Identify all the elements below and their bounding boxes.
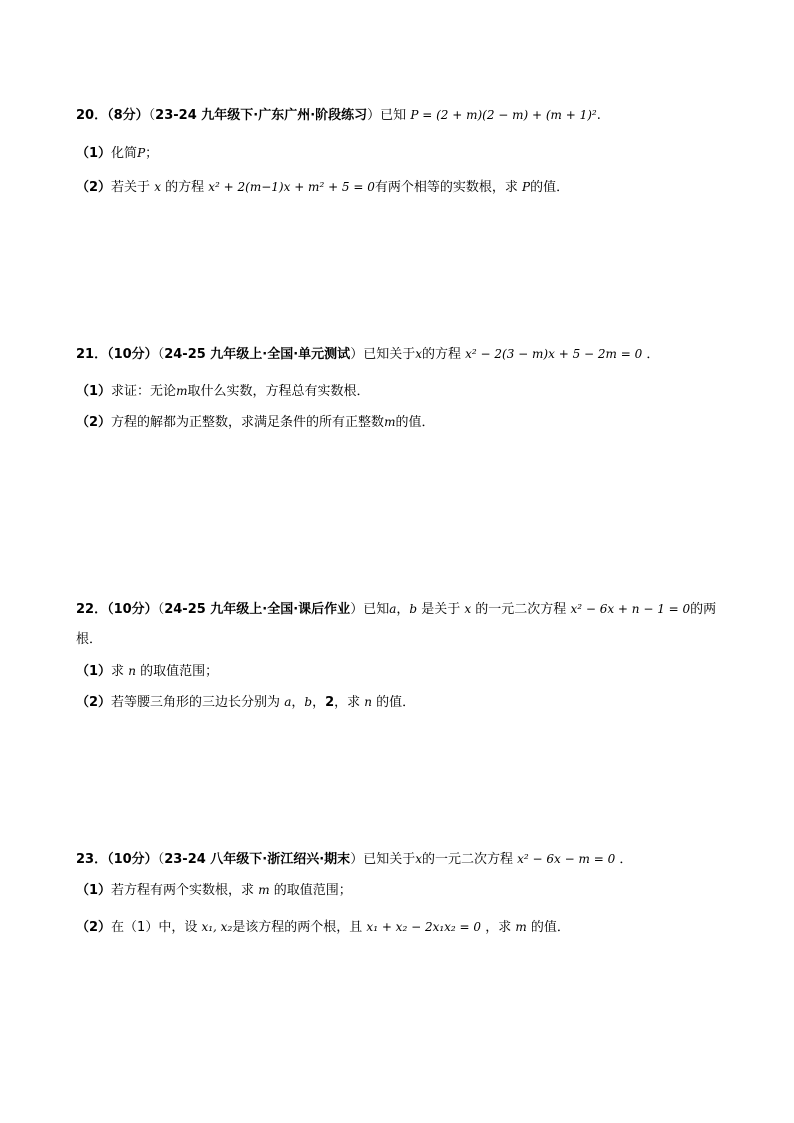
- question-source: 23-24 九年级下·广东广州·阶段练习: [155, 108, 368, 123]
- question-20-part-2: （2）若关于 x 的方程 x² + 2(m−1)x + m² + 5 = 0有两个相等的实数根，求 P的值．: [76, 180, 570, 195]
- question-score: （8分）: [107, 108, 149, 123]
- question-21-part-2: （2）方程的解都为正整数，求满足条件的所有正整数m的值．: [76, 415, 435, 430]
- question-20-stem: 20．（8分）（23-24 九年级下·广东广州·阶段练习）已知 P = (2 + m)(2 − m) + (m + 1)².: [76, 108, 601, 123]
- question-source: 24-25 九年级上·全国·课后作业: [164, 602, 351, 617]
- question-22-stem: 22．（10分）（24-25 九年级上·全国·课后作业）已知a，b 是关于 x 的一元二次方程 x² − 6x + n − 1 = 0的两: [76, 602, 717, 617]
- question-21-part-1: （1）求证：无论m取什么实数，方程总有实数根．: [76, 384, 370, 399]
- part-label: （2）: [76, 695, 112, 710]
- question-22-part-1: （1）求 n 的取值范围；: [76, 664, 219, 679]
- question-22-stem-line-2: 根．: [76, 632, 103, 647]
- question-23-part-2: （2）在（1）中，设 x₁, x₂是该方程的两个根，且 x₁ + x₂ − 2x₁x₂ = 0 ，求 m 的值．: [76, 920, 570, 935]
- question-number: 20．: [76, 108, 108, 123]
- math-formula: x² − 6x + n − 1 = 0: [570, 602, 691, 616]
- question-21-stem: 21．（10分）（24-25 九年级上·全国·单元测试）已知关于x的方程 x² − 2(3 − m)x + 5 − 2m = 0 ．: [76, 347, 660, 362]
- math-formula: x² − 2(3 − m)x + 5 − 2m = 0: [465, 347, 643, 361]
- part-label: （2）: [76, 415, 112, 430]
- math-formula: P = (2 + m)(2 − m) + (m + 1)²: [410, 108, 597, 122]
- question-22-part-2: （2）若等腰三角形的三边长分别为 a，b，2，求 n 的值．: [76, 695, 416, 710]
- question-score: （10分）: [107, 852, 158, 867]
- math-formula: x² − 6x − m = 0: [517, 852, 616, 866]
- math-formula: x² + 2(m−1)x + m² + 5 = 0: [208, 180, 375, 194]
- question-23-part-1: （1）若方程有两个实数根，求 m 的取值范围；: [76, 883, 352, 898]
- question-number: 23．: [76, 852, 108, 867]
- part-label: （1）: [76, 146, 112, 161]
- question-20-part-1: （1）化简P；: [76, 146, 159, 161]
- question-source: 23-24 八年级下·浙江绍兴·期末: [164, 852, 351, 867]
- part-label: （2）: [76, 920, 112, 935]
- part-label: （2）: [76, 180, 112, 195]
- part-label: （1）: [76, 664, 112, 679]
- question-score: （10分）: [107, 602, 158, 617]
- question-number: 21．: [76, 347, 108, 362]
- math-formula: x₁ + x₂ − 2x₁x₂ = 0: [366, 920, 482, 934]
- question-source: 24-25 九年级上·全国·单元测试: [164, 347, 351, 362]
- part-label: （1）: [76, 883, 112, 898]
- question-score: （10分）: [107, 347, 158, 362]
- question-number: 22．: [76, 602, 108, 617]
- question-23-stem: 23．（10分）（23-24 八年级下·浙江绍兴·期末）已知关于x的一元二次方程 x² − 6x − m = 0 ．: [76, 852, 633, 867]
- part-label: （1）: [76, 384, 112, 399]
